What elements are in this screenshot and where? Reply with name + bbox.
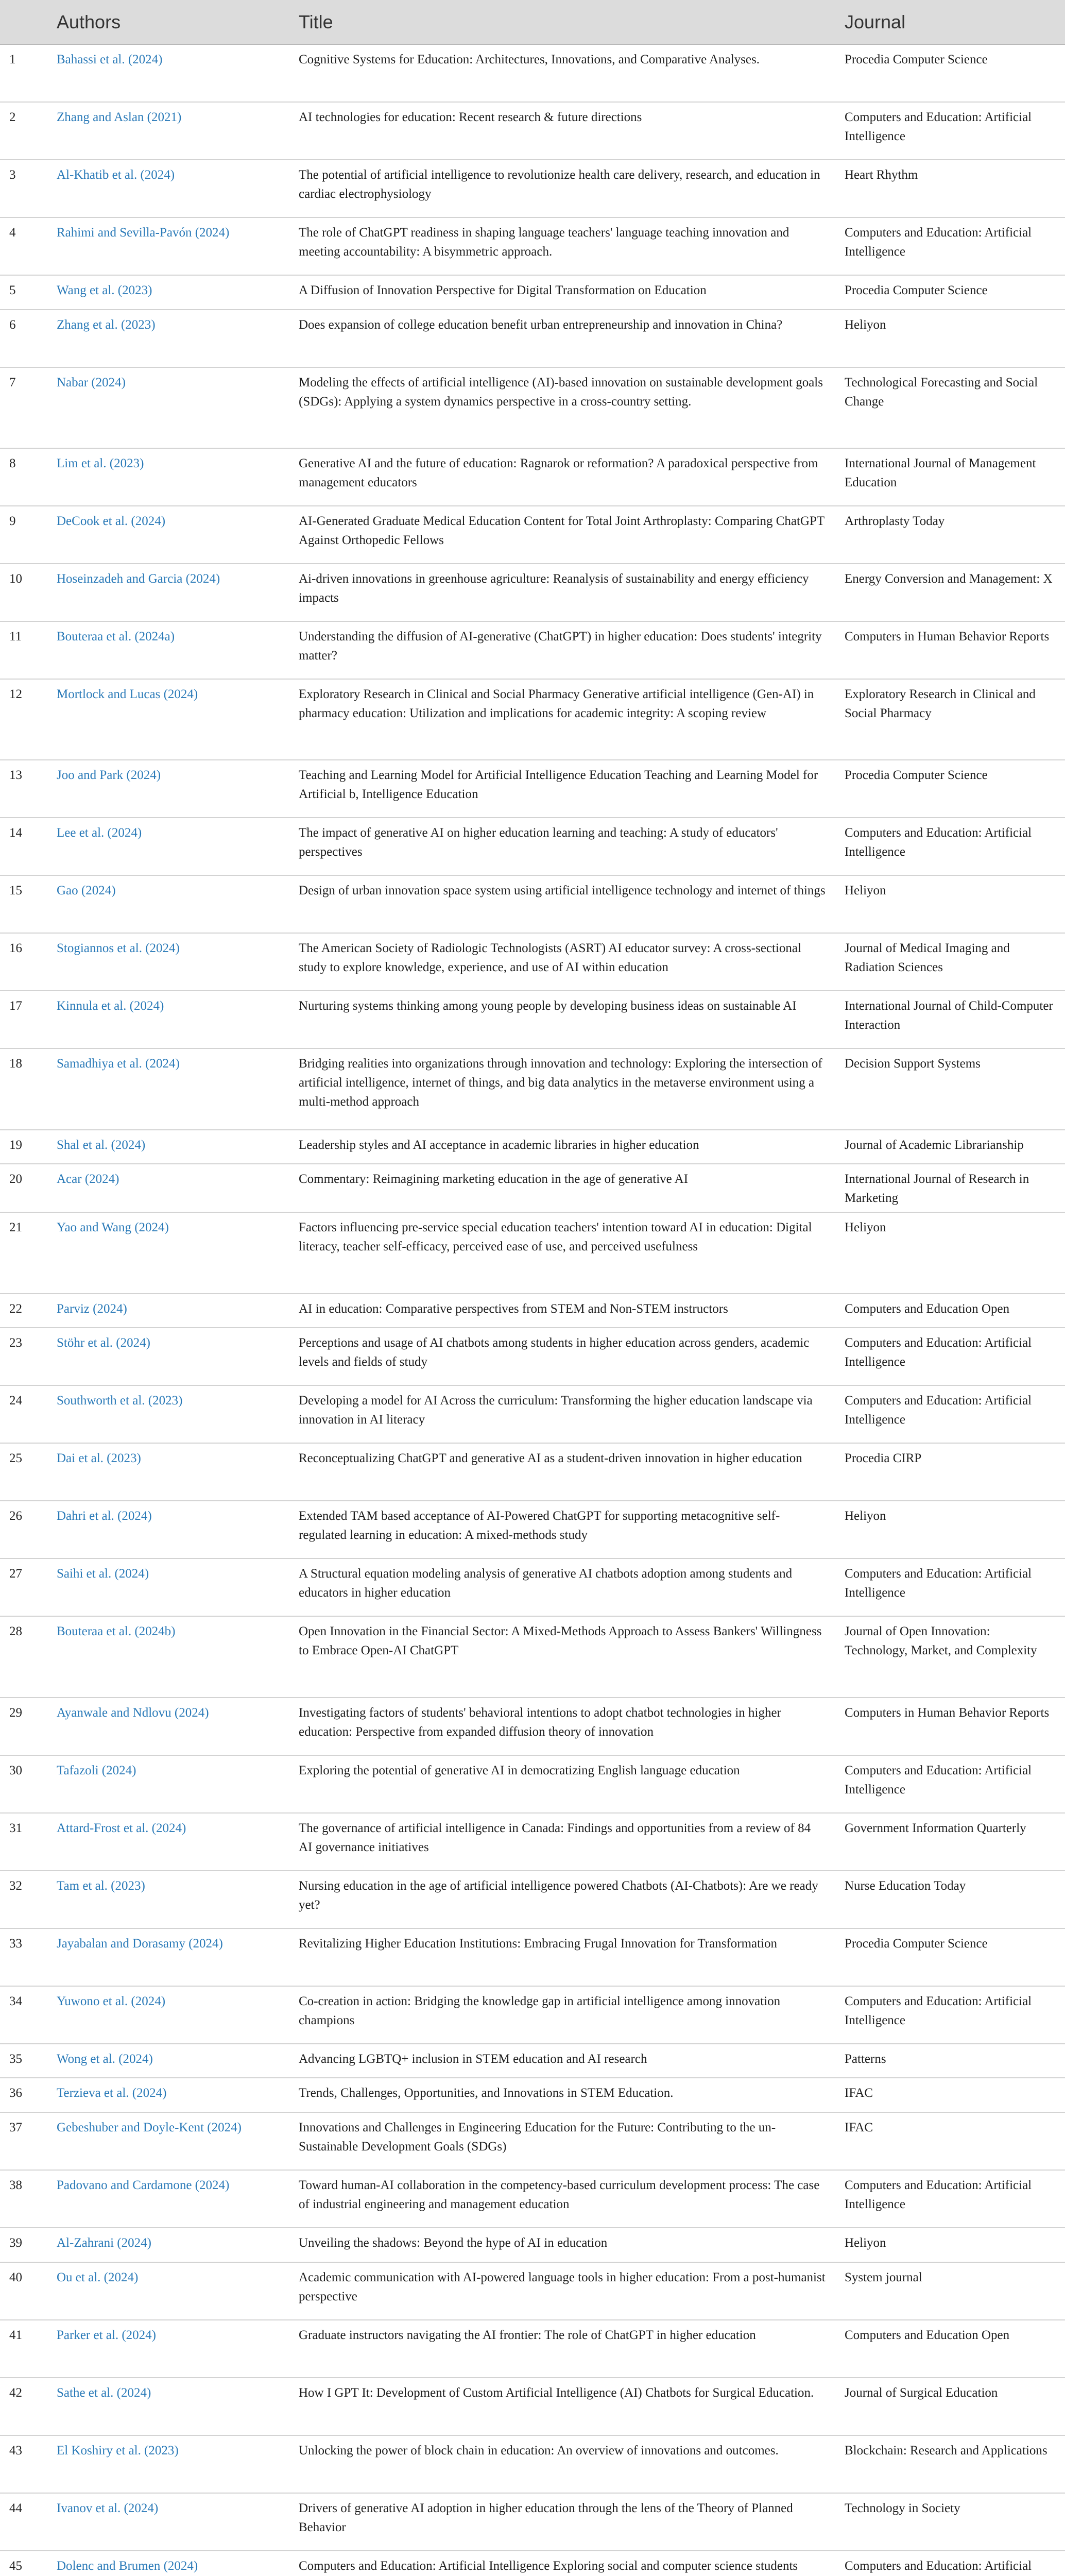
article-title: Generative AI and the future of education: Ragnarok or reformation? A paradoxical perspective from management educators bbox=[289, 448, 835, 506]
article-title: Toward human-AI collaboration in the competency-based curriculum development process: The case of industrial engineering and management education bbox=[289, 2170, 835, 2228]
row-number: 45 bbox=[0, 2551, 47, 2576]
table-row bbox=[0, 933, 1065, 991]
row-number: 39 bbox=[0, 2228, 47, 2262]
row-number: 36 bbox=[0, 2078, 47, 2112]
author-citation-link[interactable]: El Koshiry et al. (2023) bbox=[47, 2435, 289, 2493]
author-citation-link[interactable]: Kinnula et al. (2024) bbox=[47, 991, 289, 1048]
row-number: 7 bbox=[0, 367, 47, 448]
table-row bbox=[0, 367, 1065, 448]
row-number: 1 bbox=[0, 44, 47, 102]
author-citation-link[interactable]: Parviz (2024) bbox=[47, 1294, 289, 1328]
journal-name: International Journal of Child-Computer Interaction bbox=[835, 991, 1065, 1048]
row-number: 22 bbox=[0, 1294, 47, 1328]
journal-name: Computers and Education Open bbox=[835, 2320, 1065, 2378]
article-title: Understanding the diffusion of AI-generative (ChatGPT) in higher education: Does students' integrity matter? bbox=[289, 621, 835, 679]
table-row bbox=[0, 2262, 1065, 2320]
author-citation-link[interactable]: Dahri et al. (2024) bbox=[47, 1501, 289, 1558]
journal-name: Computers and Education: Artificial Intelligence bbox=[835, 1558, 1065, 1616]
journal-name: Computers in Human Behavior Reports bbox=[835, 1698, 1065, 1755]
author-citation-link[interactable]: Stogiannos et al. (2024) bbox=[47, 933, 289, 991]
author-citation-link[interactable]: Yuwono et al. (2024) bbox=[47, 1986, 289, 2044]
row-number: 13 bbox=[0, 760, 47, 818]
table-row bbox=[0, 564, 1065, 621]
author-citation-link[interactable]: Mortlock and Lucas (2024) bbox=[47, 679, 289, 760]
row-number: 37 bbox=[0, 2112, 47, 2170]
article-title: Unlocking the power of block chain in education: An overview of innovations and outcomes. bbox=[289, 2435, 835, 2493]
header-authors: Authors bbox=[47, 0, 289, 44]
table-row bbox=[0, 621, 1065, 679]
journal-name: Technological Forecasting and Social Change bbox=[835, 367, 1065, 448]
header-row bbox=[0, 0, 1065, 44]
journal-name: Computers and Education: Artificial Intelligence bbox=[835, 818, 1065, 875]
table-row bbox=[0, 448, 1065, 506]
author-citation-link[interactable]: Attard-Frost et al. (2024) bbox=[47, 1813, 289, 1871]
journal-name: Procedia CIRP bbox=[835, 1443, 1065, 1501]
article-title: Nurturing systems thinking among young people by developing business ideas on sustainable AI bbox=[289, 991, 835, 1048]
author-citation-link[interactable]: Jayabalan and Dorasamy (2024) bbox=[47, 1928, 289, 1986]
journal-name: Journal of Open Innovation: Technology, Market, and Complexity bbox=[835, 1616, 1065, 1697]
author-citation-link[interactable]: DeCook et al. (2024) bbox=[47, 506, 289, 564]
table-row bbox=[0, 1986, 1065, 2044]
author-citation-link[interactable]: Parker et al. (2024) bbox=[47, 2320, 289, 2378]
row-number: 44 bbox=[0, 2493, 47, 2551]
article-title: Leadership styles and AI acceptance in academic libraries in higher education bbox=[289, 1130, 835, 1164]
article-title: A Diffusion of Innovation Perspective for Digital Transformation on Education bbox=[289, 275, 835, 310]
author-citation-link[interactable]: Al-Khatib et al. (2024) bbox=[47, 160, 289, 217]
table-row bbox=[0, 1048, 1065, 1129]
journal-name: Energy Conversion and Management: X bbox=[835, 564, 1065, 621]
row-number: 40 bbox=[0, 2262, 47, 2320]
article-title: Computers and Education: Artificial Intelligence Exploring social and computer science students bbox=[289, 2551, 835, 2576]
table-row bbox=[0, 1813, 1065, 1871]
author-citation-link[interactable]: Southworth et al. (2023) bbox=[47, 1385, 289, 1443]
journal-name: Exploratory Research in Clinical and Social Pharmacy bbox=[835, 679, 1065, 760]
row-number: 26 bbox=[0, 1501, 47, 1558]
author-citation-link[interactable]: Nabar (2024) bbox=[47, 367, 289, 448]
author-citation-link[interactable]: Hoseinzadeh and Garcia (2024) bbox=[47, 564, 289, 621]
author-citation-link[interactable]: Gao (2024) bbox=[47, 875, 289, 933]
journal-name: Heliyon bbox=[835, 310, 1065, 367]
author-citation-link[interactable]: Joo and Park (2024) bbox=[47, 760, 289, 818]
journal-name: Journal of Surgical Education bbox=[835, 2378, 1065, 2435]
table-row bbox=[0, 2044, 1065, 2078]
journal-name: Procedia Computer Science bbox=[835, 275, 1065, 310]
journal-name: Journal of Academic Librarianship bbox=[835, 1130, 1065, 1164]
row-number: 38 bbox=[0, 2170, 47, 2228]
article-title: Innovations and Challenges in Engineering Education for the Future: Contributing to the un-Sustainable Development Goals (SDGs) bbox=[289, 2112, 835, 2170]
journal-name: Arthroplasty Today bbox=[835, 506, 1065, 564]
row-number: 23 bbox=[0, 1328, 47, 1385]
header-title: Title bbox=[289, 0, 835, 44]
header-number bbox=[0, 0, 47, 44]
article-title: Co-creation in action: Bridging the knowledge gap in artificial intelligence among innovation champions bbox=[289, 1986, 835, 2044]
journal-name: Blockchain: Research and Applications bbox=[835, 2435, 1065, 2493]
article-title: The governance of artificial intelligence in Canada: Findings and opportunities from a review of 84 AI governance initiatives bbox=[289, 1813, 835, 1871]
table-row bbox=[0, 1164, 1065, 1212]
article-title: Reconceptualizing ChatGPT and generative AI as a student-driven innovation in higher education bbox=[289, 1443, 835, 1501]
author-citation-link[interactable]: Bouteraa et al. (2024b) bbox=[47, 1616, 289, 1697]
table-header bbox=[0, 0, 1065, 44]
row-number: 15 bbox=[0, 875, 47, 933]
table-row bbox=[0, 102, 1065, 160]
row-number: 4 bbox=[0, 217, 47, 275]
table-row bbox=[0, 1130, 1065, 1164]
table-row bbox=[0, 1385, 1065, 1443]
row-number: 27 bbox=[0, 1558, 47, 1616]
author-citation-link[interactable]: Wang et al. (2023) bbox=[47, 275, 289, 310]
article-title: AI-Generated Graduate Medical Education Content for Total Joint Arthroplasty: Comparing ChatGPT Against Orthopedic Fellows bbox=[289, 506, 835, 564]
table-row bbox=[0, 2378, 1065, 2435]
journal-name: Computers and Education: Artificial Intelligence bbox=[835, 102, 1065, 160]
row-number: 9 bbox=[0, 506, 47, 564]
author-citation-link[interactable]: Ayanwale and Ndlovu (2024) bbox=[47, 1698, 289, 1755]
journal-name: Computers and Education: Artificial Intelligence bbox=[835, 1755, 1065, 1813]
table-row bbox=[0, 506, 1065, 564]
author-citation-link[interactable]: Terzieva et al. (2024) bbox=[47, 2078, 289, 2112]
journal-name: Heliyon bbox=[835, 875, 1065, 933]
article-title: Academic communication with AI-powered language tools in higher education: From a post-humanist perspective bbox=[289, 2262, 835, 2320]
article-title: Unveiling the shadows: Beyond the hype of AI in education bbox=[289, 2228, 835, 2262]
journal-name: International Journal of Management Education bbox=[835, 448, 1065, 506]
article-title: Exploratory Research in Clinical and Social Pharmacy Generative artificial intelligence (Gen-AI) in pharmacy education: Utilization and implications for academic integrity: A scoping review bbox=[289, 679, 835, 760]
table-row bbox=[0, 875, 1065, 933]
article-title: Bridging realities into organizations through innovation and technology: Exploring the intersection of artificial intelligence, internet of things, and big data analytics in the metaverse environment using a multi-method approach bbox=[289, 1048, 835, 1129]
journal-name: Patterns bbox=[835, 2044, 1065, 2078]
article-title: Does expansion of college education benefit urban entrepreneurship and innovation in China? bbox=[289, 310, 835, 367]
author-citation-link[interactable]: Padovano and Cardamone (2024) bbox=[47, 2170, 289, 2228]
author-citation-link[interactable]: Ou et al. (2024) bbox=[47, 2262, 289, 2320]
article-title: The potential of artificial intelligence to revolutionize health care delivery, research, and education in cardiac electrophysiology bbox=[289, 160, 835, 217]
row-number: 10 bbox=[0, 564, 47, 621]
table-row bbox=[0, 2551, 1065, 2576]
author-citation-link[interactable]: Lee et al. (2024) bbox=[47, 818, 289, 875]
table-row bbox=[0, 1501, 1065, 1558]
row-number: 5 bbox=[0, 275, 47, 310]
table-row bbox=[0, 1328, 1065, 1385]
article-title: Revitalizing Higher Education Institutions: Embracing Frugal Innovation for Transformation bbox=[289, 1928, 835, 1986]
journal-name: Journal of Medical Imaging and Radiation Sciences bbox=[835, 933, 1065, 991]
author-citation-link[interactable]: Bahassi et al. (2024) bbox=[47, 44, 289, 102]
journal-name: Computers and Education Open bbox=[835, 1294, 1065, 1328]
journal-name: Procedia Computer Science bbox=[835, 760, 1065, 818]
article-title: Ai-driven innovations in greenhouse agriculture: Reanalysis of sustainability and energy efficiency impacts bbox=[289, 564, 835, 621]
author-citation-link[interactable]: Dolenc and Brumen (2024) bbox=[47, 2551, 289, 2576]
table-row bbox=[0, 1294, 1065, 1328]
article-title: Investigating factors of students' behavioral intentions to adopt chatbot technologies in higher education: Perspective from expanded diffusion theory of innovation bbox=[289, 1698, 835, 1755]
table-row bbox=[0, 1558, 1065, 1616]
row-number: 17 bbox=[0, 991, 47, 1048]
article-title: Open Innovation in the Financial Sector: A Mixed-Methods Approach to Assess Bankers' Willingness to Embrace Open-AI ChatGPT bbox=[289, 1616, 835, 1697]
author-citation-link[interactable]: Ivanov et al. (2024) bbox=[47, 2493, 289, 2551]
row-number: 41 bbox=[0, 2320, 47, 2378]
row-number: 42 bbox=[0, 2378, 47, 2435]
article-title: Modeling the effects of artificial intelligence (AI)-based innovation on sustainable development goals (SDGs): Applying a system dynamics perspective in a cross-country setting. bbox=[289, 367, 835, 448]
author-citation-link[interactable]: Stöhr et al. (2024) bbox=[47, 1328, 289, 1385]
author-citation-link[interactable]: Tam et al. (2023) bbox=[47, 1871, 289, 1928]
journal-name: IFAC bbox=[835, 2112, 1065, 2170]
table-body bbox=[0, 44, 1065, 2576]
journal-name: Computers in Human Behavior Reports bbox=[835, 621, 1065, 679]
table-row bbox=[0, 1928, 1065, 1986]
table-row bbox=[0, 1871, 1065, 1928]
row-number: 43 bbox=[0, 2435, 47, 2493]
table-row bbox=[0, 1698, 1065, 1755]
author-citation-link[interactable]: Dai et al. (2023) bbox=[47, 1443, 289, 1501]
table-row bbox=[0, 2228, 1065, 2262]
article-title: Drivers of generative AI adoption in higher education through the lens of the Theory of Planned Behavior bbox=[289, 2493, 835, 2551]
author-citation-link[interactable]: Gebeshuber and Doyle-Kent (2024) bbox=[47, 2112, 289, 2170]
article-title: Graduate instructors navigating the AI frontier: The role of ChatGPT in higher education bbox=[289, 2320, 835, 2378]
author-citation-link[interactable]: Sathe et al. (2024) bbox=[47, 2378, 289, 2435]
article-title: Exploring the potential of generative AI in democratizing English language education bbox=[289, 1755, 835, 1813]
row-number: 29 bbox=[0, 1698, 47, 1755]
journal-name: Government Information Quarterly bbox=[835, 1813, 1065, 1871]
article-title: Extended TAM based acceptance of AI-Powered ChatGPT for supporting metacognitive self-regulated learning in education: A mixed-methods study bbox=[289, 1501, 835, 1558]
row-number: 31 bbox=[0, 1813, 47, 1871]
journal-name: Computers and Education: Artificial Intelligence bbox=[835, 1328, 1065, 1385]
journal-name: IFAC bbox=[835, 2078, 1065, 2112]
table-row bbox=[0, 1212, 1065, 1293]
author-citation-link[interactable]: Rahimi and Sevilla-Pavón (2024) bbox=[47, 217, 289, 275]
header-journal: Journal bbox=[835, 0, 1065, 44]
row-number: 32 bbox=[0, 1871, 47, 1928]
article-title: AI technologies for education: Recent research & future directions bbox=[289, 102, 835, 160]
article-title: Perceptions and usage of AI chatbots among students in higher education across genders, academic levels and fields of study bbox=[289, 1328, 835, 1385]
author-citation-link[interactable]: Samadhiya et al. (2024) bbox=[47, 1048, 289, 1129]
table-row bbox=[0, 818, 1065, 875]
journal-name: Heliyon bbox=[835, 1501, 1065, 1558]
row-number: 2 bbox=[0, 102, 47, 160]
article-title: Trends, Challenges, Opportunities, and Innovations in STEM Education. bbox=[289, 2078, 835, 2112]
table-row bbox=[0, 1755, 1065, 1813]
author-citation-link[interactable]: Wong et al. (2024) bbox=[47, 2044, 289, 2078]
row-number: 18 bbox=[0, 1048, 47, 1129]
row-number: 28 bbox=[0, 1616, 47, 1697]
row-number: 8 bbox=[0, 448, 47, 506]
article-title: Cognitive Systems for Education: Architectures, Innovations, and Comparative Analyses. bbox=[289, 44, 835, 102]
row-number: 34 bbox=[0, 1986, 47, 2044]
journal-name: Procedia Computer Science bbox=[835, 44, 1065, 102]
author-citation-link[interactable]: Al-Zahrani (2024) bbox=[47, 2228, 289, 2262]
table-row bbox=[0, 679, 1065, 760]
author-citation-link[interactable]: Zhang et al. (2023) bbox=[47, 310, 289, 367]
journal-name: Nurse Education Today bbox=[835, 1871, 1065, 1928]
table-row bbox=[0, 2170, 1065, 2228]
article-title: AI in education: Comparative perspectives from STEM and Non-STEM instructors bbox=[289, 1294, 835, 1328]
table-row bbox=[0, 44, 1065, 102]
table-row bbox=[0, 1443, 1065, 1501]
table-row bbox=[0, 2112, 1065, 2170]
row-number: 6 bbox=[0, 310, 47, 367]
row-number: 20 bbox=[0, 1164, 47, 1212]
article-title: Advancing LGBTQ+ inclusion in STEM education and AI research bbox=[289, 2044, 835, 2078]
journal-name: Computers and Education: Artificial Intelligence bbox=[835, 1385, 1065, 1443]
article-title: A Structural equation modeling analysis of generative AI chatbots adoption among students and educators in higher education bbox=[289, 1558, 835, 1616]
journal-name: Heliyon bbox=[835, 2228, 1065, 2262]
table-row bbox=[0, 1616, 1065, 1697]
row-number: 14 bbox=[0, 818, 47, 875]
journal-name: International Journal of Research in Marketing bbox=[835, 1164, 1065, 1212]
journal-name: Heliyon bbox=[835, 1212, 1065, 1293]
author-citation-link[interactable]: Bouteraa et al. (2024a) bbox=[47, 621, 289, 679]
article-title: The role of ChatGPT readiness in shaping language teachers' language teaching innovation and meeting accountability: A bisymmetric approach. bbox=[289, 217, 835, 275]
journal-name: Heart Rhythm bbox=[835, 160, 1065, 217]
article-title: Nursing education in the age of artificial intelligence powered Chatbots (AI-Chatbots): Are we ready yet? bbox=[289, 1871, 835, 1928]
journal-name: Computers and Education: Artificial Intelligence bbox=[835, 1986, 1065, 2044]
article-title: The impact of generative AI on higher education learning and teaching: A study of educators' perspectives bbox=[289, 818, 835, 875]
journal-name: Procedia Computer Science bbox=[835, 1928, 1065, 1986]
article-title: Developing a model for AI Across the curriculum: Transforming the higher education landscape via innovation in AI literacy bbox=[289, 1385, 835, 1443]
table-row bbox=[0, 991, 1065, 1048]
journal-name: Computers and Education: Artificial Intelligence bbox=[835, 2170, 1065, 2228]
journal-name: Decision Support Systems bbox=[835, 1048, 1065, 1129]
author-citation-link[interactable]: Lim et al. (2023) bbox=[47, 448, 289, 506]
table-row bbox=[0, 760, 1065, 818]
author-citation-link[interactable]: Shal et al. (2024) bbox=[47, 1130, 289, 1164]
row-number: 35 bbox=[0, 2044, 47, 2078]
row-number: 12 bbox=[0, 679, 47, 760]
table-row bbox=[0, 2435, 1065, 2493]
author-citation-link[interactable]: Zhang and Aslan (2021) bbox=[47, 102, 289, 160]
row-number: 3 bbox=[0, 160, 47, 217]
row-number: 11 bbox=[0, 621, 47, 679]
journal-name: Computers and Education: Artificial bbox=[835, 2551, 1065, 2576]
journal-name: Computers and Education: Artificial Intelligence bbox=[835, 217, 1065, 275]
article-title: How I GPT It: Development of Custom Artificial Intelligence (AI) Chatbots for Surgical Education. bbox=[289, 2378, 835, 2435]
row-number: 24 bbox=[0, 1385, 47, 1443]
table-row bbox=[0, 275, 1065, 310]
row-number: 30 bbox=[0, 1755, 47, 1813]
article-title: Factors influencing pre-service special education teachers' intention toward AI in education: Digital literacy, teacher self-efficacy, perceived ease of use, and perceived usefulness bbox=[289, 1212, 835, 1293]
journal-name: System journal bbox=[835, 2262, 1065, 2320]
table-row bbox=[0, 2320, 1065, 2378]
table-row bbox=[0, 2078, 1065, 2112]
row-number: 33 bbox=[0, 1928, 47, 1986]
journal-name: Technology in Society bbox=[835, 2493, 1065, 2551]
article-title: The American Society of Radiologic Technologists (ASRT) AI educator survey: A cross-sectional study to explore knowledge, experience, and use of AI within education bbox=[289, 933, 835, 991]
article-title: Teaching and Learning Model for Artificial Intelligence Education Teaching and Learning Model for Artificial b, Intelligence Education bbox=[289, 760, 835, 818]
row-number: 21 bbox=[0, 1212, 47, 1293]
author-citation-link[interactable]: Tafazoli (2024) bbox=[47, 1755, 289, 1813]
row-number: 25 bbox=[0, 1443, 47, 1501]
article-title: Design of urban innovation space system using artificial intelligence technology and internet of things bbox=[289, 875, 835, 933]
row-number: 16 bbox=[0, 933, 47, 991]
table-row bbox=[0, 217, 1065, 275]
table-row bbox=[0, 160, 1065, 217]
article-title: Commentary: Reimagining marketing education in the age of generative AI bbox=[289, 1164, 835, 1212]
author-citation-link[interactable]: Saihi et al. (2024) bbox=[47, 1558, 289, 1616]
table-row bbox=[0, 2493, 1065, 2551]
table-row bbox=[0, 310, 1065, 367]
row-number: 19 bbox=[0, 1130, 47, 1164]
author-citation-link[interactable]: Yao and Wang (2024) bbox=[47, 1212, 289, 1293]
author-citation-link[interactable]: Acar (2024) bbox=[47, 1164, 289, 1212]
